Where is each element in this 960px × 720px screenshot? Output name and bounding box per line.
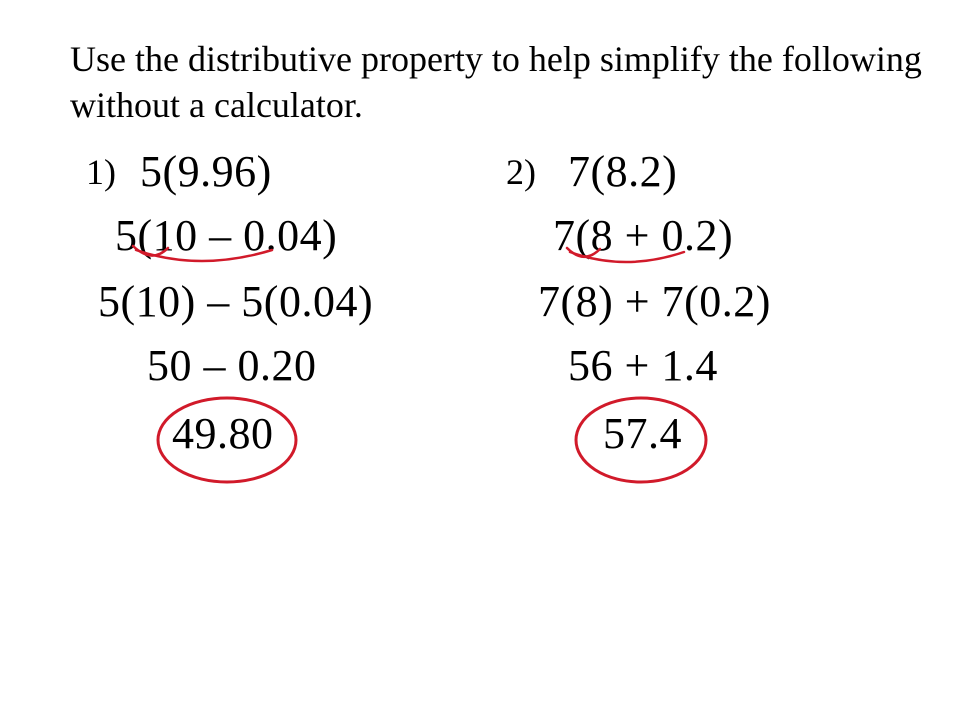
problem-1-step-3: 50 – 0.20 xyxy=(147,341,317,390)
problem-2-answer: 57.4 xyxy=(603,409,682,458)
problem-1-step-1: 5(10 – 0.04) xyxy=(115,211,338,260)
problem-2-answer-circle xyxy=(576,398,706,482)
problem-1-step-2: 5(10) – 5(0.04) xyxy=(98,277,374,326)
problem-2-step-3: 56 + 1.4 xyxy=(568,341,718,390)
problem-2-step-2: 7(8) + 7(0.2) xyxy=(538,277,771,326)
problem-1-expression: 5(9.96) xyxy=(140,147,272,196)
problem-2-expression: 7(8.2) xyxy=(568,147,678,196)
instructions-text: Use the distributive property to help simplify the following without a calculator. xyxy=(70,39,922,125)
problem-1-answer: 49.80 xyxy=(172,409,274,458)
problem-1-answer-circle xyxy=(158,398,296,482)
problem-1-distribute-arc-long xyxy=(136,250,272,261)
problem-2-distribute-arc-long xyxy=(570,252,684,262)
problem-2-step-1: 7(8 + 0.2) xyxy=(553,211,734,260)
problem-2-number: 2) xyxy=(506,152,536,192)
problem-1-number: 1) xyxy=(86,152,116,192)
